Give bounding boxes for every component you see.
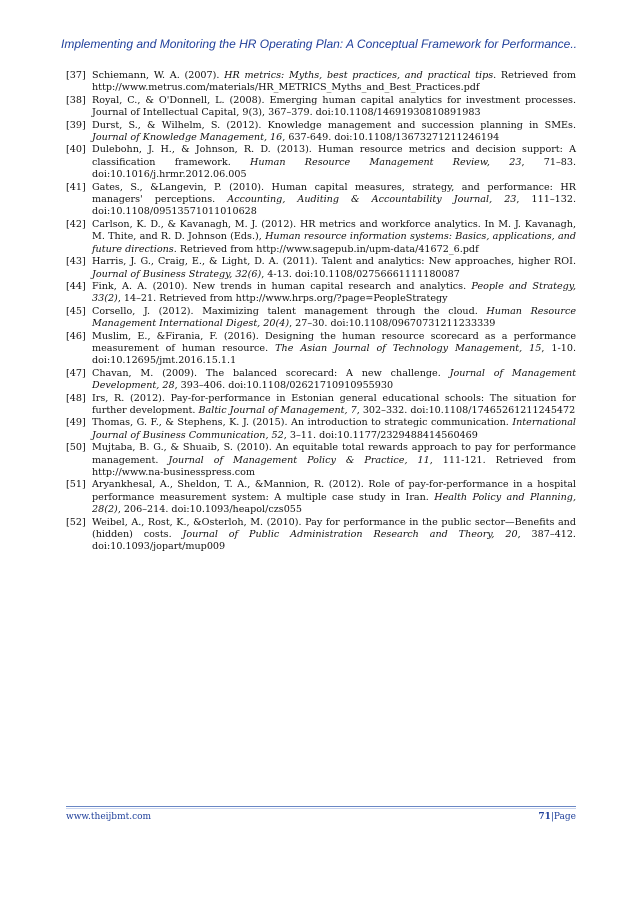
reference-source: Journal of Knowledge Management, 16 [92, 132, 283, 144]
reference-details: , 111-121. Retrieved from http://www.na-businesspress.com [92, 454, 576, 478]
reference-details: , 302–332. doi:10.1108/17465261211245472 [356, 404, 576, 416]
footer-divider-secondary [66, 808, 576, 809]
reference-details: . Retrieved from http://www.metrus.com/materials/HR_METRICS_Myths_and_Best_Practices.pdf [92, 70, 576, 94]
reference-text: Chavan, M. (2009). The balanced scorecard: A new challenge. [92, 367, 450, 379]
reference-item [66, 95, 576, 120]
reference-item [66, 281, 576, 306]
reference-details: , 71–83. doi:10.1016/j.hrmr.2012.06.005 [92, 156, 576, 181]
reference-text: Muslim, E., &Firania, F. (2016). Designing the human resource scorecard as a performance measurement of human resource. [92, 330, 576, 354]
reference-details: , 1-10. doi:10.12695/jmt.2016.15.1.1 [92, 342, 576, 367]
reference-text: Thomas, G. F., & Stephens, K. J. (2015). An introduction to strategic communication. [92, 417, 513, 429]
reference-source: Human resource information systems: Basics, applications, and future directions [92, 231, 576, 255]
reference-number: [38] [66, 94, 86, 106]
reference-details: , 3–11. doi:10.1177/2329488414560469 [283, 429, 478, 441]
reference-text: Schiemann, W. A. (2007). [92, 70, 225, 81]
reference-details: , 4-13. doi:10.1108/02756661111180087 [261, 268, 460, 280]
reference-number: [51] [66, 479, 86, 491]
reference-text: Corsello, J. (2012). Maximizing talent management through the cloud. [92, 305, 487, 317]
reference-item [66, 144, 576, 181]
reference-number: [48] [66, 392, 86, 404]
reference-text: Irs, R. (2012). Pay-for-performance in Estonian general educational schools: The situation for further development. [92, 392, 576, 416]
reference-item [66, 442, 576, 479]
reference-text: Mujtaba, B. G., & Shuaib, S. (2010). An equitable total rewards approach to pay for performance management. [92, 442, 576, 466]
reference-text: Royal, C., & O'Donnell, L. (2008). Emerging human capital analytics for investment processes. Journal of Intellectual Capital, 9(3), 367–379. doi:10.1108/14691930810891983 [92, 94, 576, 119]
footer-divider [66, 806, 576, 807]
reference-source: HR metrics: Myths, best practices, and practical tips [224, 70, 494, 81]
reference-text: Gates, S., &Langevin, P. (2010). Human capital measures, strategy, and performance: HR managers' perceptions. [92, 181, 576, 206]
reference-text: Dulebohn, J. H., & Johnson, R. D. (2013). Human resource metrics and decision support: A classification framework. [92, 144, 576, 168]
reference-details: , 206–214. doi:10.1093/heapol/czs055 [117, 504, 303, 516]
reference-text: Durst, S., & Wilhelm, S. (2012). Knowledge management and succession planning in SMEs. [92, 119, 576, 131]
reference-item [66, 368, 576, 393]
reference-number: [50] [66, 442, 86, 454]
reference-item [66, 306, 576, 331]
reference-details: , 393–406. doi:10.1108/02621710910955930 [174, 380, 394, 392]
reference-number: [46] [66, 330, 86, 342]
reference-number: [37] [66, 70, 86, 81]
reference-text: Carlson, K. D., & Kavanagh, M. J. (2012). HR metrics and workforce analytics. In M. J. Kavanagh, M. Thite, and R. D. Johnson (Eds.), [92, 218, 576, 243]
reference-source: Health Policy and Planning, 28(2) [92, 491, 576, 516]
reference-details: , 111–132. doi:10.1108/09513571011010628 [92, 194, 576, 218]
reference-source: People and Strategy, 33(2) [92, 280, 576, 305]
reference-text: Weibel, A., Rost, K., &Osterloh, M. (2010). Pay for performance in the public sector—Benefits and (hidden) costs. [92, 516, 576, 541]
reference-number: [52] [66, 516, 86, 528]
reference-text: Fink, A. A. (2010). New trends in human capital research and analytics. [92, 280, 472, 292]
reference-item [66, 219, 576, 256]
reference-details: , 27–30. doi:10.1108/09670731211233339 [289, 318, 496, 330]
page-number: 71 [538, 812, 551, 822]
reference-text: Aryankhesal, A., Sheldon, T. A., &Mannion, R. (2012). Role of pay-for-performance in a hospital performance measurement system: A multiple case study in Iran. [92, 479, 576, 503]
reference-text: Harris, J. G., Craig, E., & Light, D. A. (2011). Talent and analytics: New approaches, higher ROI. [92, 256, 576, 268]
reference-number: [44] [66, 280, 86, 292]
reference-number: [39] [66, 119, 86, 131]
reference-source: Journal of Business Strategy, 32(6) [92, 268, 262, 280]
reference-details: , 14–21. Retrieved from http://www.hrps.org/?page=PeopleStrategy [117, 293, 448, 305]
reference-item [66, 479, 576, 516]
reference-item [66, 393, 576, 418]
reference-item [66, 120, 576, 145]
reference-source: Journal of Public Administration Research and Theory, 20 [182, 529, 518, 541]
reference-number: [43] [66, 256, 86, 268]
reference-details: , 387–412. doi:10.1093/jopart/mup009 [92, 529, 576, 553]
reference-number: [49] [66, 417, 86, 429]
reference-list [66, 70, 576, 554]
reference-item [66, 517, 576, 554]
reference-item [66, 417, 576, 442]
reference-source: Accounting, Auditing & Accountability Journal, 23 [227, 194, 517, 206]
reference-details: , 637-649. doi:10.1108/13673271211246194 [282, 132, 500, 144]
page-label: |Page [550, 812, 576, 822]
reference-source: Journal of Management Policy & Practice, 11 [168, 454, 430, 466]
reference-source: Human Resource Management Review, 23 [250, 156, 522, 168]
reference-source: Journal of Management Development, 28 [92, 367, 576, 392]
reference-source: Human Resource Management International Digest, 20(4) [92, 305, 576, 330]
reference-source: International Journal of Business Communication, 52 [92, 417, 576, 441]
running-header: Implementing and Monitoring the HR Operating Plan: A Conceptual Framework for Performance.. [60, 37, 578, 51]
reference-source: Baltic Journal of Management, 7 [198, 404, 357, 416]
reference-number: [40] [66, 144, 86, 156]
reference-item [66, 331, 576, 368]
footer-page [538, 812, 576, 822]
reference-number: [42] [66, 218, 86, 230]
reference-source: The Asian Journal of Technology Management, 15 [275, 342, 542, 354]
reference-number: [41] [66, 181, 86, 193]
reference-details: . Retrieved from http://www.sagepub.in/upm-data/41672_6.pdf [173, 243, 479, 255]
reference-item [66, 182, 576, 219]
reference-number: [45] [66, 305, 86, 317]
reference-item [66, 70, 576, 95]
reference-number: [47] [66, 367, 86, 379]
reference-item [66, 256, 576, 281]
footer-website: www.theijbmt.com [66, 812, 152, 822]
